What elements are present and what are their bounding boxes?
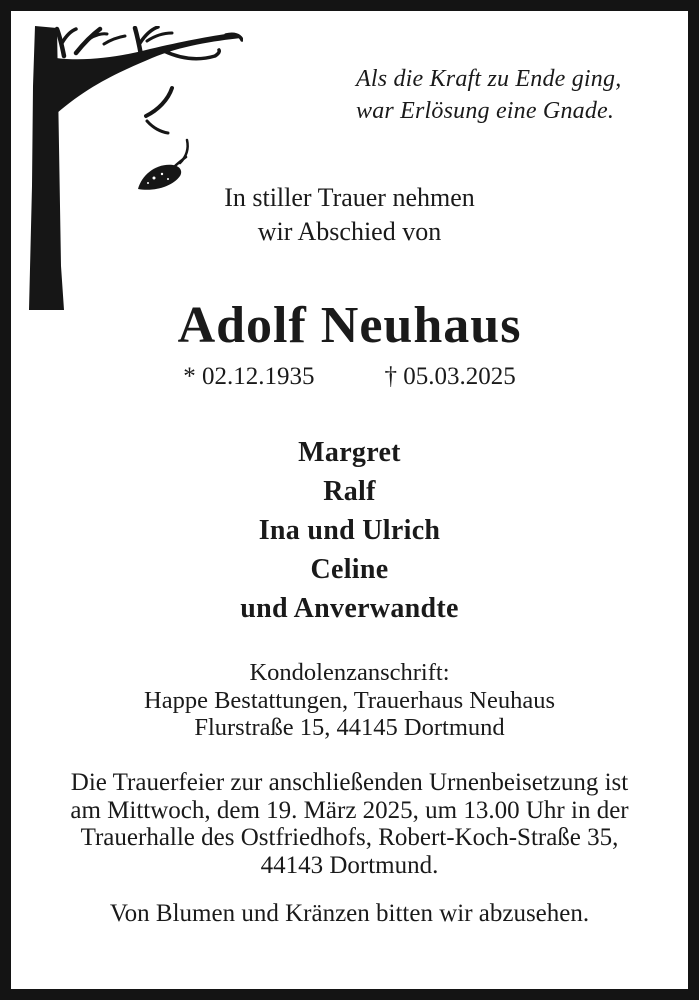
mourner-name: Ralf (323, 476, 376, 507)
intro-line: wir Abschied von (257, 217, 442, 246)
deceased-name: Adolf Neuhaus (177, 297, 522, 354)
mourners-list (11, 433, 688, 628)
funeral-line: am Mittwoch, dem 19. März 2025, um 13.00 Uhr in der (70, 796, 629, 824)
condolence-line: Flurstraße 15, 44145 Dortmund (194, 714, 505, 741)
funeral-line: Die Trauerfeier zur anschließenden Urnenbeisetzung ist (70, 769, 629, 796)
epitaph-quote (356, 63, 621, 127)
funeral-line: 44143 Dortmund. (260, 851, 439, 879)
intro-line: In stiller Trauer nehmen (224, 183, 475, 212)
intro-text (11, 181, 688, 249)
closing-request: Von Blumen und Kränzen bitten wir abzusehen. (109, 900, 590, 927)
condolence-address (11, 659, 688, 742)
condolence-heading: Kondolenzanschrift: (249, 659, 450, 686)
death-date: † 05.03.2025 (384, 363, 516, 390)
funeral-details (11, 769, 688, 879)
mourner-name: Margret (298, 437, 401, 468)
condolence-line: Happe Bestattungen, Trauerhaus Neuhaus (144, 686, 555, 714)
mourner-name: Ina und Ulrich (258, 515, 441, 546)
epitaph-quote-line: war Erlösung eine Gnade. (356, 98, 615, 124)
funeral-line: Trauerhalle des Ostfriedhofs, Robert-Koch-Straße 35, (80, 824, 619, 851)
mourner-name: Celine (310, 554, 389, 585)
epitaph-quote-line: Als die Kraft zu Ende ging, (356, 66, 622, 92)
tree-falling-leaf-illustration (28, 26, 243, 316)
mourner-name: und Anverwandte (240, 593, 459, 624)
birth-date: * 02.12.1935 (183, 363, 315, 390)
life-dates (11, 362, 688, 392)
